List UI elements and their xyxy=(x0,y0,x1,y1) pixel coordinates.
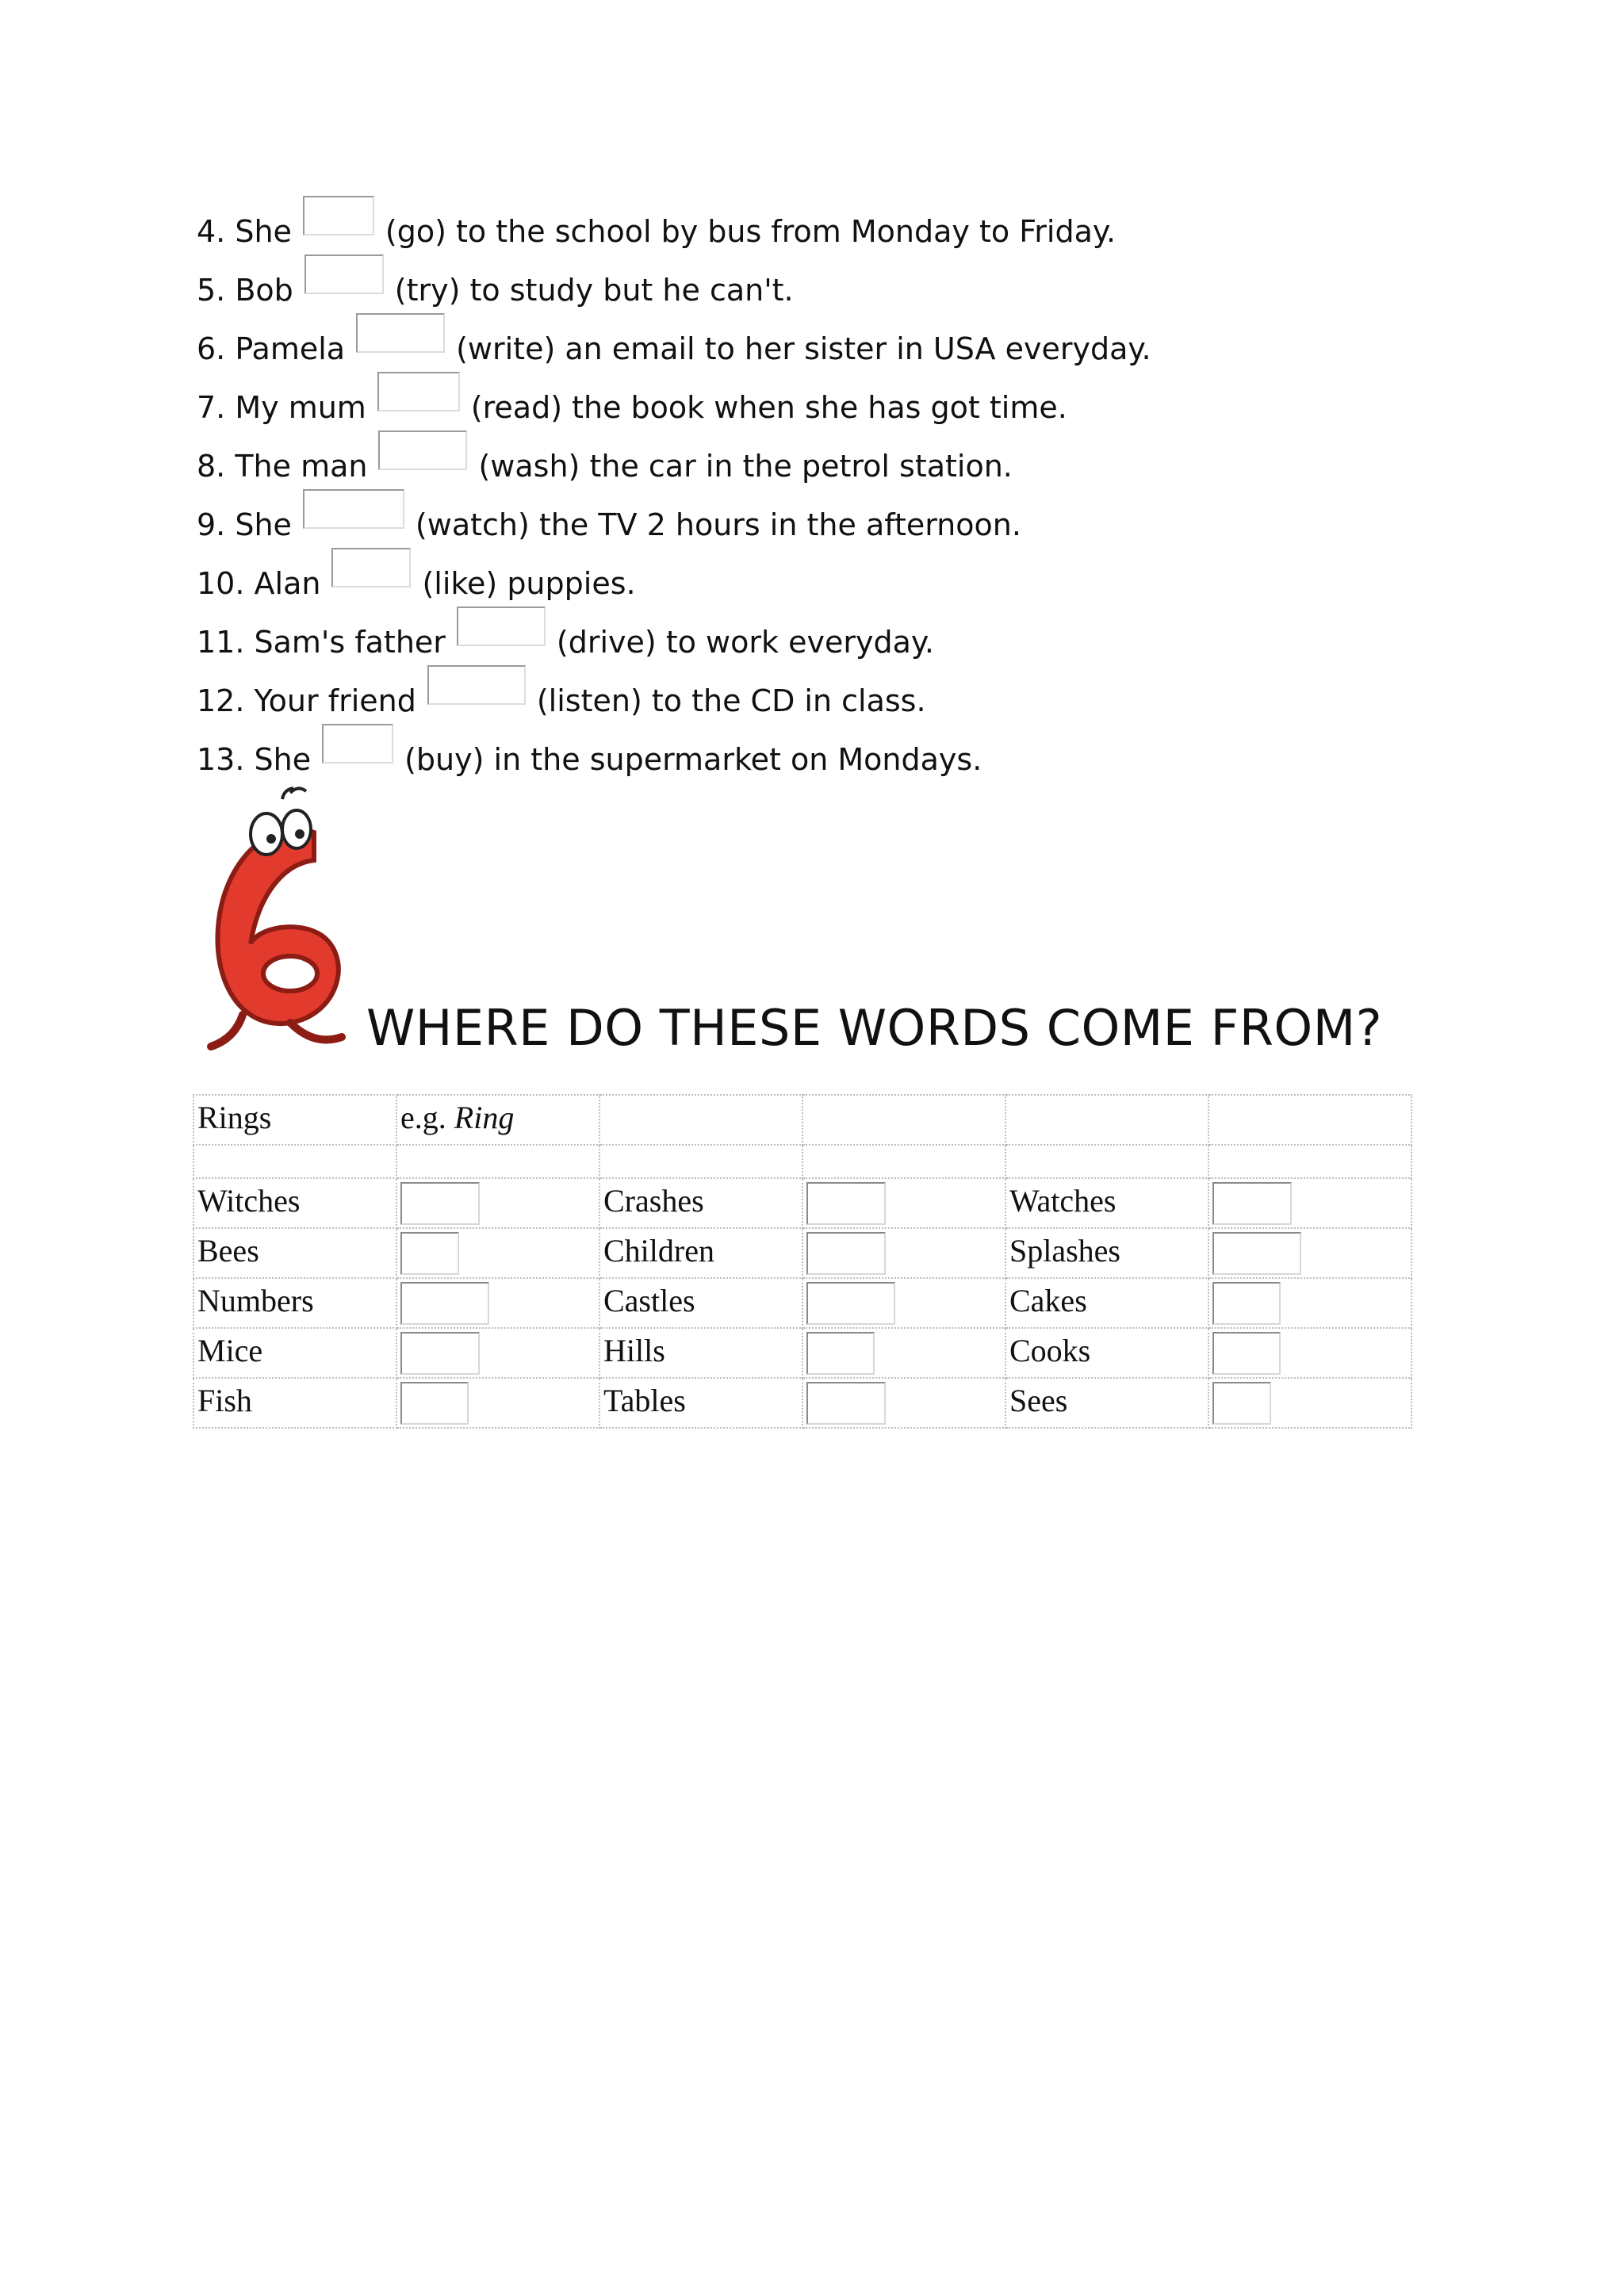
table-cell: Mice xyxy=(193,1328,396,1378)
sentence-7 xyxy=(197,379,1067,436)
table-row xyxy=(193,1145,1411,1178)
answer-box[interactable] xyxy=(303,489,404,529)
sentence-start: 8. The man xyxy=(197,449,368,484)
sentence-4 xyxy=(197,203,1116,260)
table-cell xyxy=(599,1095,802,1145)
sentence-6 xyxy=(197,320,1151,377)
table-cell: Fish xyxy=(193,1378,396,1428)
table-row xyxy=(193,1378,1411,1428)
table-cell: Cooks xyxy=(1005,1328,1208,1378)
table-cell xyxy=(1208,1095,1411,1145)
answer-box[interactable] xyxy=(400,1232,459,1275)
table-row xyxy=(193,1278,1411,1328)
sentence-start: 12. Your friend xyxy=(197,683,416,718)
answer-box[interactable] xyxy=(457,607,546,646)
table-cell: Children xyxy=(599,1228,802,1278)
sentence-end: (listen) to the CD in class. xyxy=(536,683,926,718)
answer-box[interactable] xyxy=(331,548,411,587)
table-cell xyxy=(1005,1095,1208,1145)
sentence-10 xyxy=(197,555,636,612)
answer-box[interactable] xyxy=(1212,1232,1301,1275)
answer-box[interactable] xyxy=(400,1182,480,1225)
answer-box[interactable] xyxy=(806,1382,886,1425)
table-cell: Hills xyxy=(599,1328,802,1378)
table-cell: Sees xyxy=(1005,1378,1208,1428)
sentence-start: 4. She xyxy=(197,214,292,249)
answer-box[interactable] xyxy=(377,372,460,411)
answer-box[interactable] xyxy=(400,1282,489,1325)
sentence-end: (buy) in the supermarket on Mondays. xyxy=(404,742,982,777)
table-row xyxy=(193,1228,1411,1278)
table-cell: Castles xyxy=(599,1278,802,1328)
sentence-9 xyxy=(197,496,1021,553)
table-row xyxy=(193,1328,1411,1378)
mascot-number: 6 xyxy=(195,785,196,786)
table-cell: Splashes xyxy=(1005,1228,1208,1278)
table-cell: Bees xyxy=(193,1228,396,1278)
answer-box[interactable] xyxy=(806,1182,886,1225)
answer-box[interactable] xyxy=(303,196,374,235)
answer-box[interactable] xyxy=(1212,1382,1271,1425)
answer-box[interactable] xyxy=(806,1332,875,1375)
example-prefix: e.g. xyxy=(400,1100,446,1135)
sentence-end: (drive) to work everyday. xyxy=(556,625,934,660)
sentence-start: 7. My mum xyxy=(197,390,366,425)
answer-box[interactable] xyxy=(400,1382,469,1425)
sentence-end: (go) to the school by bus from Monday to Friday. xyxy=(385,214,1116,249)
sentence-start: 10. Alan xyxy=(197,566,321,601)
sentence-end: (write) an email to her sister in USA everyday. xyxy=(456,331,1151,366)
sentence-end: (read) the book when she has got time. xyxy=(470,390,1067,425)
table-row xyxy=(193,1095,1411,1145)
example-answer: Ring xyxy=(454,1100,515,1135)
answer-box[interactable] xyxy=(378,430,467,470)
sentence-end: (like) puppies. xyxy=(422,566,636,601)
answer-box[interactable] xyxy=(304,254,384,294)
sentence-5 xyxy=(197,262,794,319)
sentence-end: (watch) the TV 2 hours in the afternoon. xyxy=(415,507,1021,542)
table-cell: Cakes xyxy=(1005,1278,1208,1328)
sentence-start: 5. Bob xyxy=(197,273,293,308)
sentence-start: 9. She xyxy=(197,507,292,542)
table-cell xyxy=(802,1095,1005,1145)
words-table xyxy=(193,1094,1412,1429)
answer-box[interactable] xyxy=(806,1282,895,1325)
sentence-end: (wash) the car in the petrol station. xyxy=(478,449,1013,484)
answer-box[interactable] xyxy=(806,1232,886,1275)
answer-box[interactable] xyxy=(322,724,393,763)
answer-box[interactable] xyxy=(1212,1282,1281,1325)
table-row xyxy=(193,1178,1411,1228)
sentence-start: 11. Sam's father xyxy=(197,625,446,660)
table-cell xyxy=(396,1095,599,1145)
table-cell: Rings xyxy=(193,1095,396,1145)
table-cell: Witches xyxy=(193,1178,396,1228)
sentence-start: 13. She xyxy=(197,742,312,777)
answer-box[interactable] xyxy=(400,1332,480,1375)
sentence-8 xyxy=(197,438,1013,495)
sentence-12 xyxy=(197,672,926,729)
sentence-11 xyxy=(197,614,934,671)
section-title: WHERE DO THESE WORDS COME FROM? xyxy=(366,999,1383,1057)
answer-box[interactable] xyxy=(1212,1182,1292,1225)
sentence-end: (try) to study but he can't. xyxy=(394,273,794,308)
table-cell: Watches xyxy=(1005,1178,1208,1228)
table-cell: Numbers xyxy=(193,1278,396,1328)
sentence-start: 6. Pamela xyxy=(197,331,346,366)
answer-box[interactable] xyxy=(427,665,526,705)
answer-box[interactable] xyxy=(356,313,445,353)
table-cell: Tables xyxy=(599,1378,802,1428)
answer-box[interactable] xyxy=(1212,1332,1281,1375)
sentence-13 xyxy=(197,731,982,788)
number-six-mascot-icon xyxy=(195,785,354,1054)
table-cell: Crashes xyxy=(599,1178,802,1228)
